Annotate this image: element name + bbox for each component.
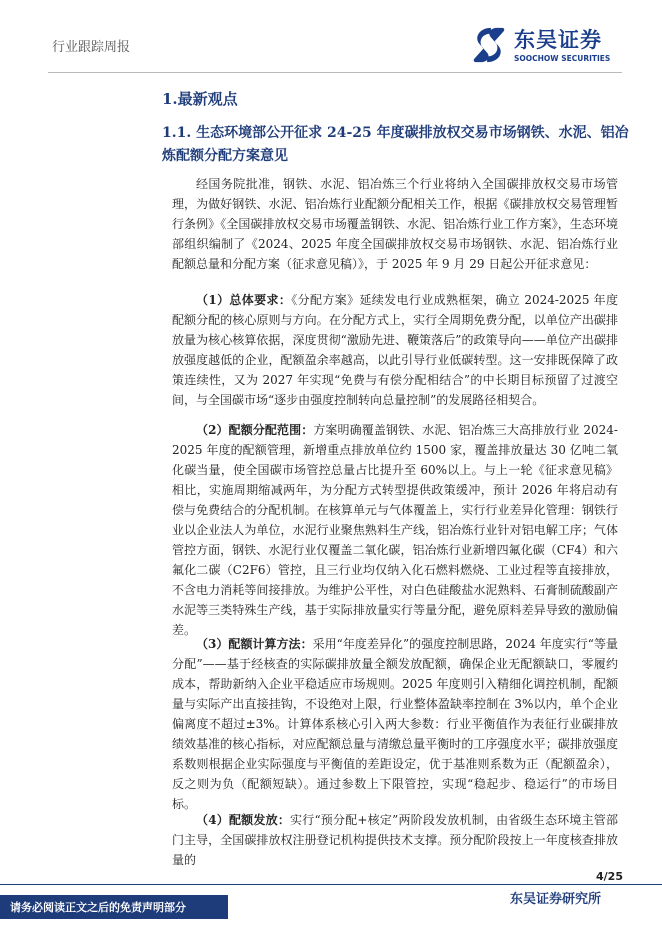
report-type-label: 行业跟踪周报 — [52, 40, 131, 55]
paragraph-allocation-scope — [172, 420, 618, 640]
paragraph-lead: （2）配额分配范围： — [196, 423, 314, 437]
paragraph-general-requirements — [172, 290, 618, 410]
brand-logo-name: 东吴证券 — [514, 28, 602, 52]
brand-logo-icon — [470, 26, 508, 64]
paragraph-text: 采用“年度差异化”的强度控制思路，2024 年度实行“等量分配”——基于经核查的实际碳排放量全额发放配额，确保企业无配额缺口，零履约成本，帮助新纳入企业平稳适应市场规则。2025 年度则引入精细化调控机制，配额量与实际产出直接挂钩，不设绝对上限，行业整体盈缺率控制在 3%以内，单个企业偏离度不超过±3%。计算体系核心引入两大参数：行业平衡值作为表征行业碳排放绩效基准的核心指标，对应配额总量与清缴总量平衡时的工序强度水平；碳排放强度系数则根据企业实际强度与平衡值的差距设定，优于基准则系数为正（配额盈余），反之则为负（配额短缺）。通过参数上下限管控，实现“稳起步、稳运行”的市场目标。 — [172, 637, 618, 811]
footer-divider — [0, 884, 662, 885]
footer-disclaimer: 请务必阅读正文之后的免责声明部分 — [10, 901, 186, 914]
header-divider — [48, 72, 622, 73]
paragraph-allocation-issuance — [172, 810, 618, 870]
page-number: 4/25 — [596, 870, 623, 883]
brand-logo-english: SOOCHOW SECURITIES — [514, 54, 611, 63]
paragraph-text: 经国务院批准，钢铁、水泥、铝冶炼三个行业将纳入全国碳排放权交易市场管理，为做好钢铁、水泥、铝冶炼行业配额分配相关工作，根据《碳排放权交易管理暂行条例》《全国碳排放权交易市场覆盖钢铁、水泥、铝冶炼行业工作方案》，生态环境部组织编制了《2024、2025 年度全国碳排放权交易市场钢铁、水泥、铝冶炼行业配额总量和分配方案（征求意见稿）》，于 2025 年 9 月 29 日起公开征求意见： — [172, 177, 618, 271]
paragraph-text: 方案明确覆盖钢铁、水泥、铝冶炼三大高排放行业 2024-2025 年度的配额管理，新增重点排放单位约 1500 家，覆盖排放量达 30 亿吨二氧化碳当量，使全国碳市场管控总量占比提升至 60%以上。与上一轮《征求意见稿》相比，实施周期缩减两年，为分配方式转型提供政策缓冲，预计 2026 年将启动有偿与免费结合的分配机制。在核算单元与气体覆盖上，实行行业差异化管理：钢铁行业以企业法人为单位，水泥行业聚焦熟料生产线，铝冶炼行业针对铝电解工序；气体管控方面，钢铁、水泥行业仅覆盖二氧化碳，铝冶炼行业新增四氟化碳（CF4）和六氟化二碳（C2F6）管控，且三行业均仅纳入化石燃料燃烧、工业过程等直接排放，不含电力消耗等间接排放。为维护公平性，对白色硅酸盐水泥熟料、石膏制硫酸副产水泥等三类特殊生产线，基于实际排放量实行等量分配，避免原料差异导致的激励偏差。 — [172, 423, 618, 637]
footer-institute-name: 东吴证券研究所 — [510, 892, 602, 907]
subsection-heading: 1.1. 生态环境部公开征求 24-25 年度碳排放权交易市场钢铁、水泥、铝冶炼配额分配方案意见 — [162, 125, 629, 164]
paragraph-lead: （3）配额计算方法： — [196, 637, 313, 651]
paragraph-calculation-method — [172, 634, 618, 814]
footer-disclaimer-band — [0, 895, 228, 919]
section-heading: 1.最新观点 — [162, 90, 238, 108]
paragraph-lead: （1）总体要求： — [196, 293, 292, 307]
paragraph-lead: （4）配额发放： — [196, 813, 291, 827]
paragraph-intro — [172, 174, 618, 274]
paragraph-text: 《分配方案》延续发电行业成熟框架，确立 2024-2025 年度配额分配的核心原则与方向。在分配方式上，实行全周期免费分配，以单位产出碳排放量为核心核算依据，深度贯彻“激励先进、鞭策落后”的政策导向——单位产出碳排放强度越低的企业，配额盈余率越高，以此引导行业低碳转型。这一安排既保障了政策连续性，又为 2027 年实现“免费与有偿分配相结合”的中长期目标预留了过渡空间，与全国碳市场“逐步由强度控制转向总量控制”的发展路径相契合。 — [172, 293, 619, 407]
paragraph-text: 实行“预分配+核定”两阶段发放机制，由省级生态环境主管部门主导，全国碳排放权注册登记机构提供技术支撑。预分配阶段按上一年度核查排放量的 — [172, 813, 618, 867]
brand-logo — [470, 24, 620, 70]
